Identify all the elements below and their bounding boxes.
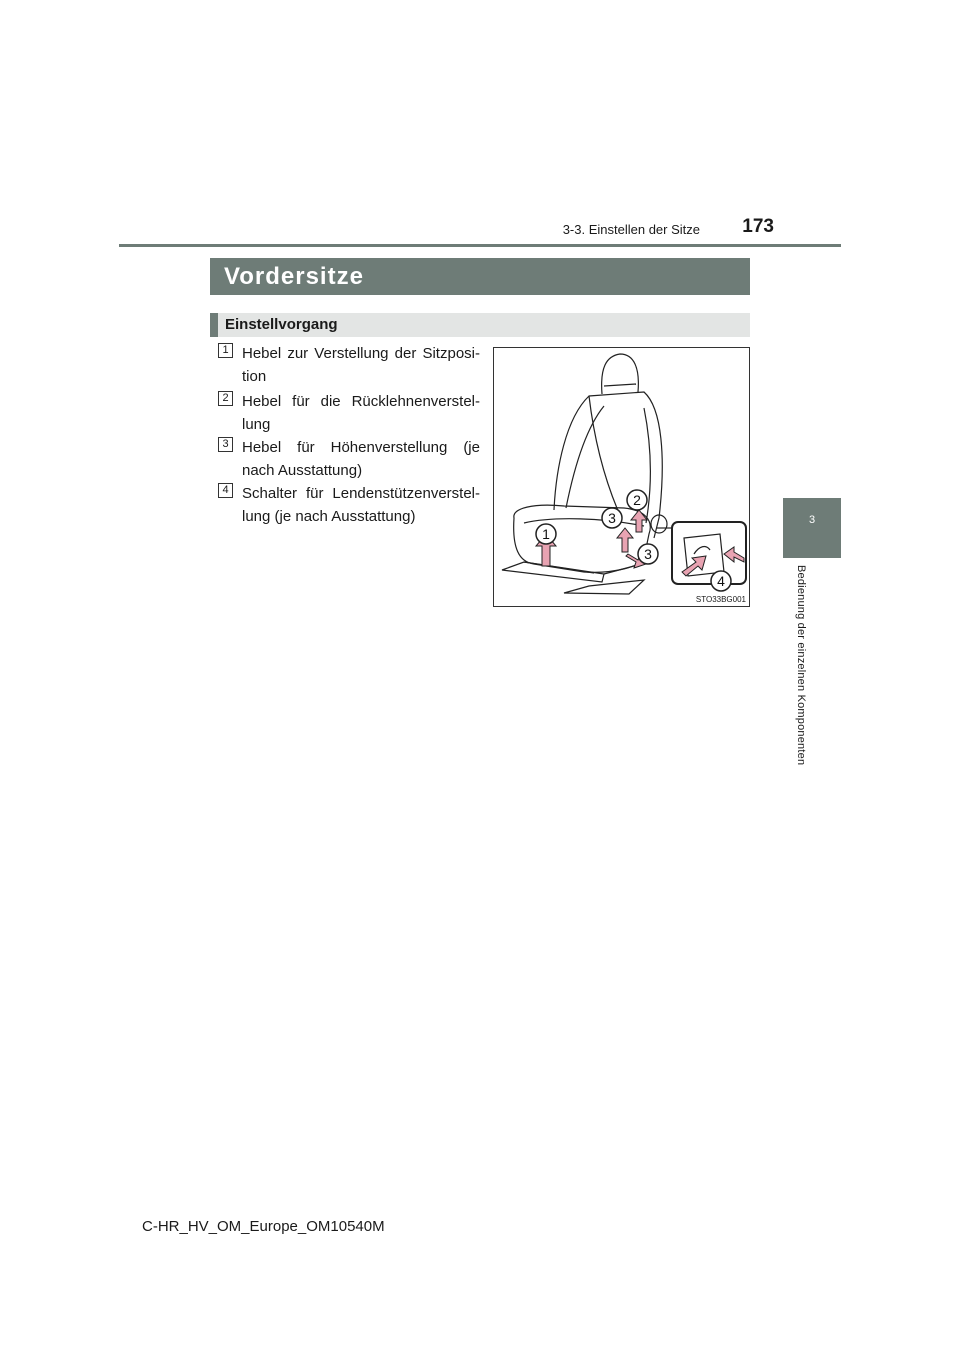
chapter-tab — [783, 498, 841, 558]
list-item — [218, 436, 480, 482]
item-number: 2 — [218, 391, 233, 406]
chapter-number: 3 — [808, 514, 816, 526]
figure-code: STO33BG001 — [695, 595, 746, 604]
section-title-bar — [210, 258, 750, 295]
item-number: 1 — [218, 343, 233, 358]
item-text: Hebel für die Rücklehnenverstel-lung — [242, 393, 480, 433]
seat-illustration — [494, 348, 749, 606]
callout-label: 4 — [717, 573, 725, 589]
callout-label: 3 — [644, 546, 652, 562]
page-number: 173 — [742, 216, 774, 237]
list-item — [218, 390, 480, 436]
item-text: Hebel für Höhenverstellung (je nach Ausstattung) — [242, 439, 480, 479]
callout-label: 1 — [542, 526, 550, 542]
list-item — [218, 482, 480, 528]
subsection-title: Einstellvorgang — [225, 316, 338, 333]
callout-label: 3 — [608, 510, 616, 526]
section-title: Vordersitze — [224, 263, 364, 290]
footer-doc-id: C-HR_HV_OM_Europe_OM10540M — [142, 1218, 385, 1235]
header-rule — [119, 244, 841, 247]
callout-label: 2 — [633, 492, 641, 508]
seat-figure — [493, 347, 750, 607]
item-number: 4 — [218, 483, 233, 498]
header-section-title: 3-3. Einstellen der Sitze — [562, 222, 700, 237]
subsection-bar — [210, 313, 750, 337]
item-text: Hebel zur Verstellung der Sitzposi-tion — [242, 345, 480, 385]
list-item — [218, 342, 480, 388]
chapter-label: Bedienung der einzelnen Komponenten — [795, 565, 807, 766]
item-text: Schalter für Lendenstützenverstel-lung (je nach Ausstattung) — [242, 485, 480, 525]
item-number: 3 — [218, 437, 233, 452]
